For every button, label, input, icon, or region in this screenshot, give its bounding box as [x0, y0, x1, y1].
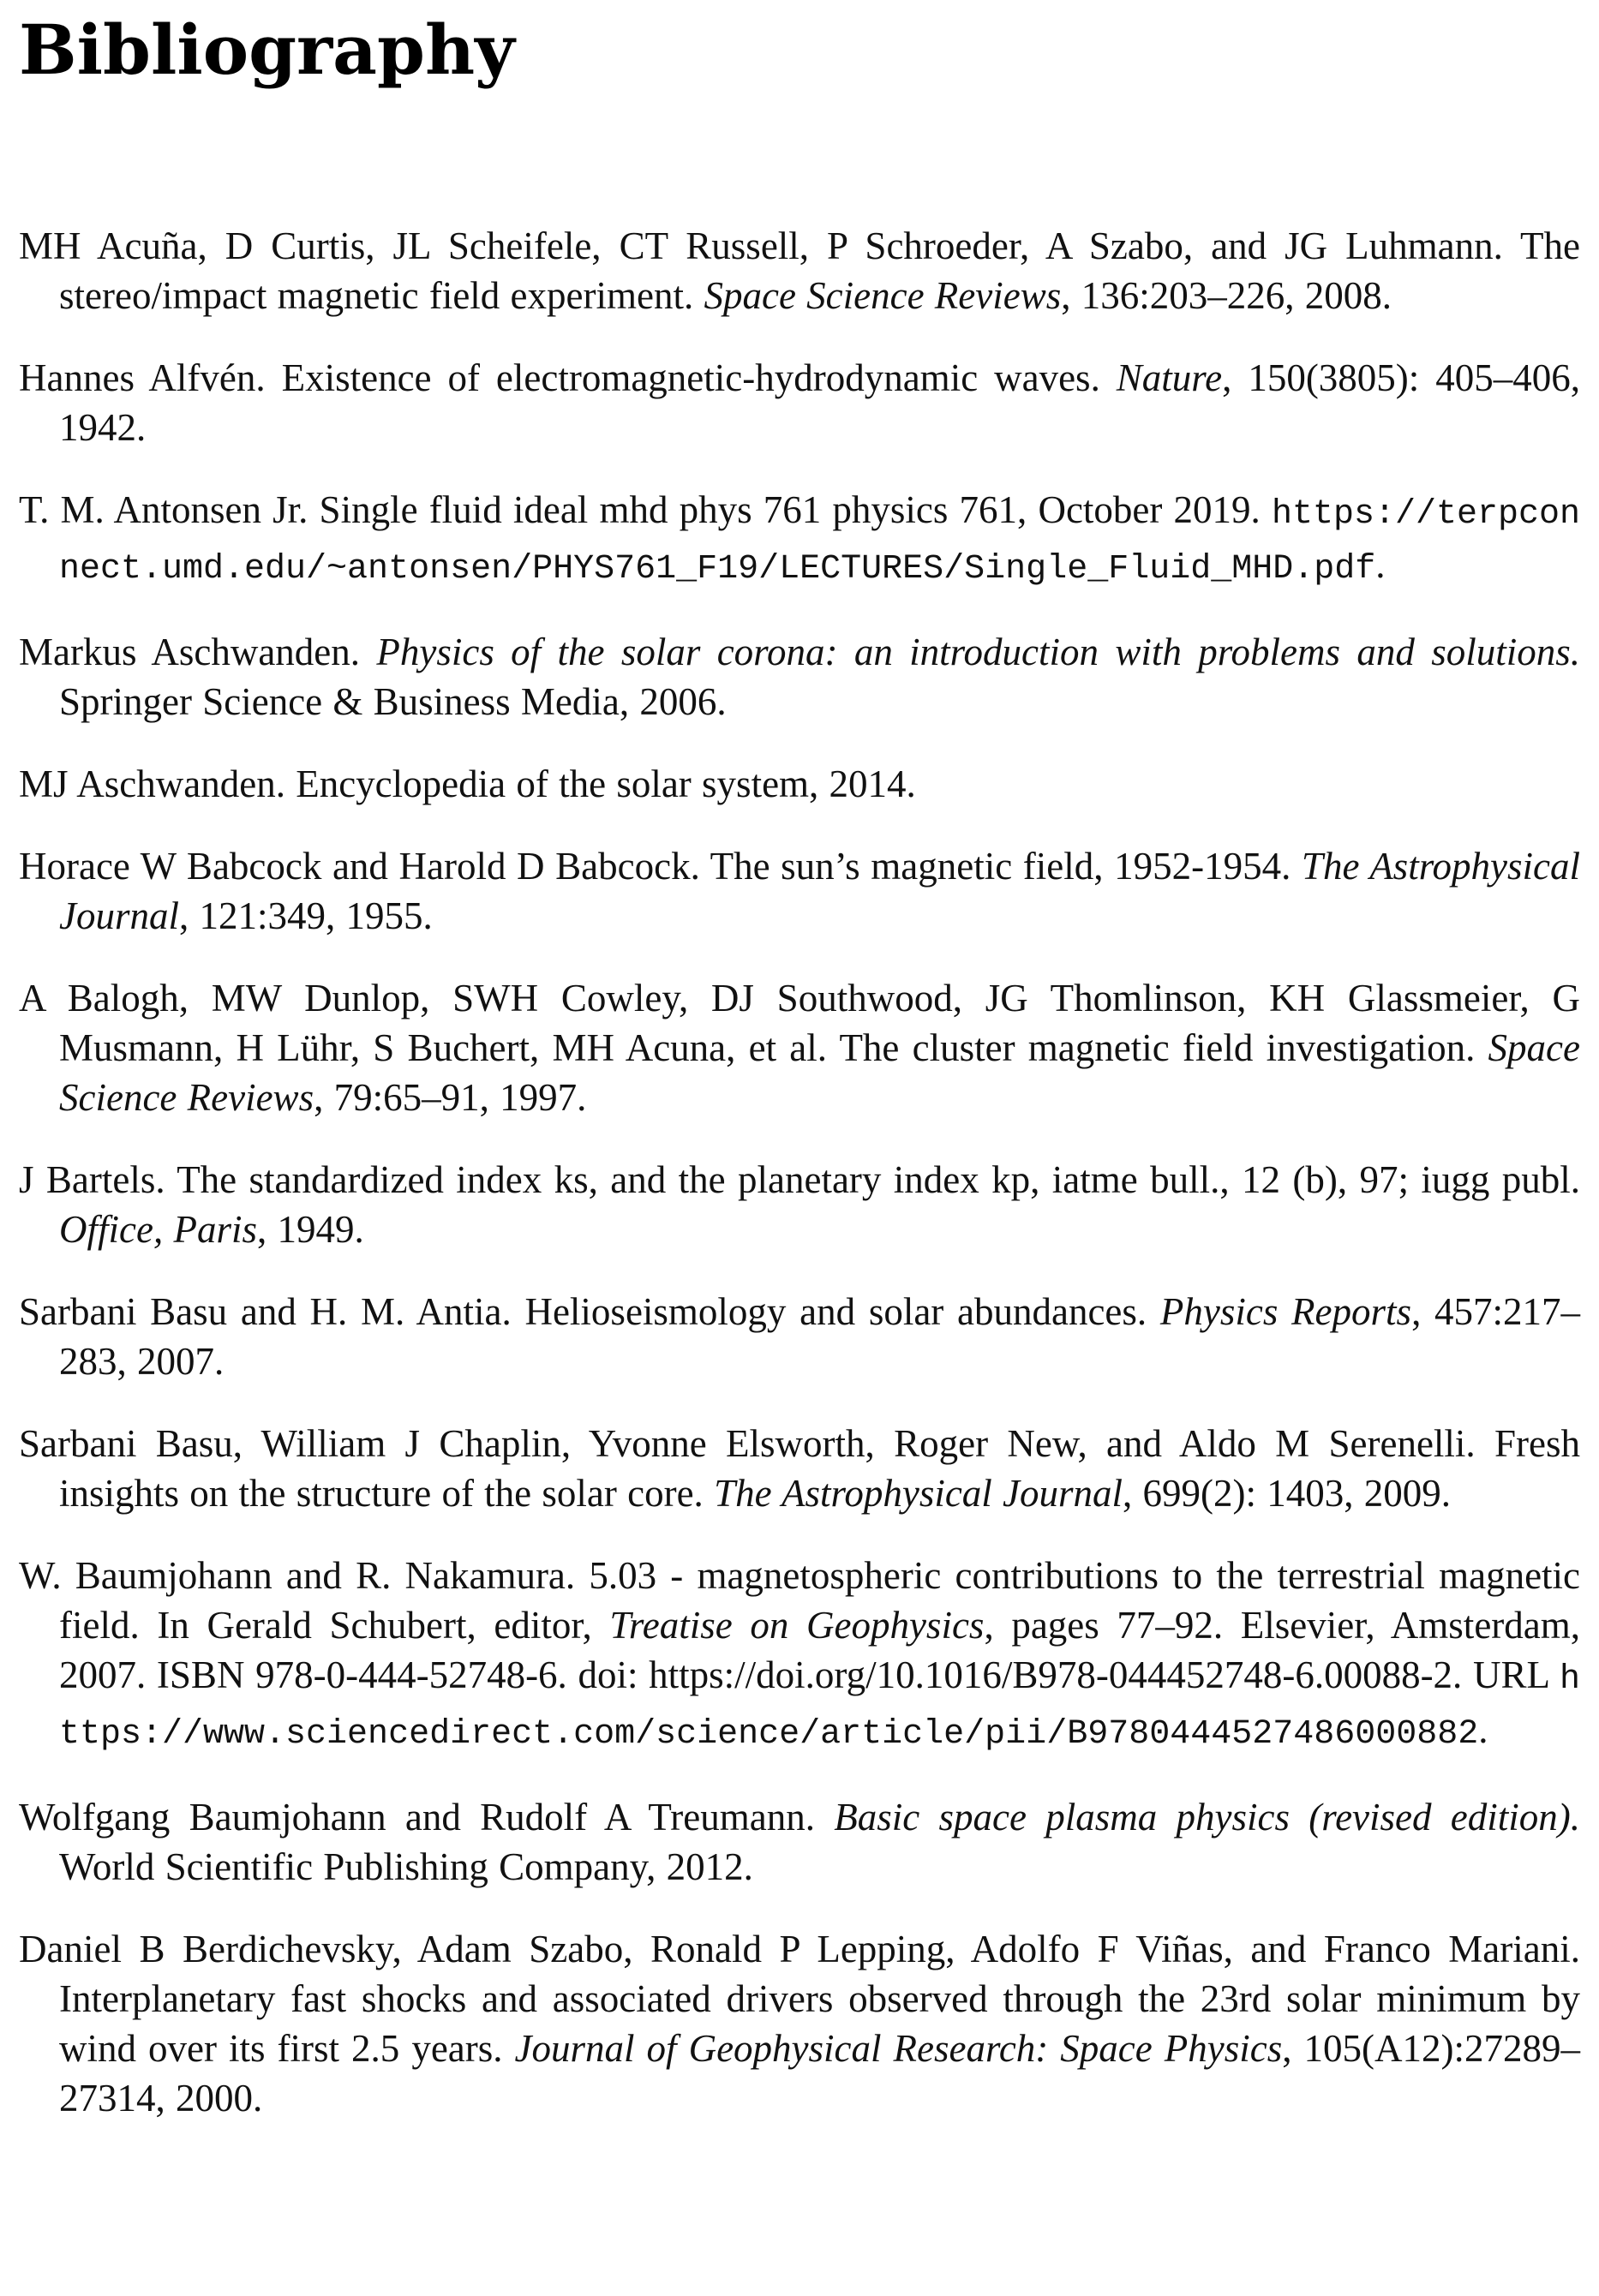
entry-details: , 150(3805): 405–406, 1942.: [59, 356, 1581, 449]
entry-url-link[interactable]: https://www.sciencedirect.com/science/article/pii/B9780444527486000882: [59, 1660, 1580, 1754]
entry-title: 5.03 - magnetospheric contributions to the terrestrial magnetic field.: [59, 1554, 1581, 1647]
bib-entry-bartels: [19, 1155, 1580, 1254]
entry-authors: Markus Aschwanden.: [19, 631, 361, 673]
entry-title: Fresh insights on the structure of the solar core.: [59, 1422, 1580, 1515]
bib-entry-antonsen: [19, 485, 1580, 595]
entry-authors: J Bartels.: [19, 1158, 165, 1201]
entry-details: Springer Science & Business Media, 2006.: [59, 680, 727, 723]
entry-details: , pages 77–92. Elsevier, Amsterdam, 2007. ISBN 978-0-444-52748-6. doi: https://doi.org/10.1016/B978-044452748-6.00088-2. URL: [59, 1604, 1580, 1696]
bib-entry-berdichevsky: [19, 1924, 1580, 2123]
entry-title: The stereo/impact magnetic field experiment.: [59, 224, 1580, 317]
entry-venue: Treatise on Geophysics: [609, 1604, 985, 1647]
entry-title: The standardized index ks, and the planetary index kp, iatme bull., 12 (b), 97; iugg publ.: [177, 1158, 1580, 1201]
entry-venue: Space Science Reviews: [59, 1026, 1580, 1119]
bib-entry-alfven: [19, 353, 1580, 452]
entry-title: The cluster magnetic field investigation.: [839, 1026, 1476, 1069]
bib-entry-baumjohann-nakamura: [19, 1551, 1580, 1760]
entry-details: , 79:65–91, 1997.: [314, 1076, 587, 1119]
bib-entry-babcock: [19, 841, 1580, 941]
entry-details: , 1949.: [256, 1208, 364, 1251]
bib-entry-aschwanden-markus: [19, 627, 1580, 726]
entry-authors: Hannes Alfvén.: [19, 356, 266, 399]
entry-venue: Office, Paris: [59, 1208, 257, 1251]
entry-title: Single fluid ideal mhd phys 761 physics 761, October 2019.: [319, 488, 1261, 531]
entry-details: World Scientific Publishing Company, 2012.: [59, 1845, 753, 1888]
page-title: Bibliography: [19, 9, 515, 90]
bib-entry-acuna: [19, 221, 1580, 320]
entry-title: The sun’s magnetic field, 1952-1954.: [710, 845, 1291, 888]
entry-title: Physics of the solar corona: an introduction with problems and solutions.: [376, 631, 1580, 673]
entry-venue: The Astrophysical Journal: [59, 845, 1581, 937]
entry-authors: Daniel B Berdichevsky, Adam Szabo, Ronald P Lepping, Adolfo F Viñas, and Franco Mariani.: [19, 1928, 1580, 1970]
entry-end: .: [1478, 1708, 1488, 1751]
entry-details: , 121:349, 1955.: [179, 894, 433, 937]
entry-title: Helioseismology and solar abundances.: [524, 1290, 1147, 1333]
entry-venue: Physics Reports: [1159, 1290, 1412, 1333]
entry-editor: In Gerald Schubert, editor,: [157, 1604, 592, 1647]
entry-url-link[interactable]: https://terpconnect.umd.edu/~antonsen/PHYS761_F19/LECTURES/Single_Fluid_MHD.pdf: [59, 495, 1581, 589]
entry-title: Interplanetary fast shocks and associated drivers observed through the 23rd solar minimum by wind over its first 2.5 years.: [59, 1977, 1580, 2070]
entry-title: Existence of electromagnetic-hydrodynamic waves.: [281, 356, 1100, 399]
entry-authors: Wolfgang Baumjohann and Rudolf A Treumann.: [19, 1796, 815, 1839]
entry-authors: T. M. Antonsen Jr.: [19, 488, 308, 531]
entry-details: , 105(A12):27289–27314, 2000.: [59, 2027, 1580, 2120]
entry-title: Basic space plasma physics (revised edition).: [834, 1796, 1580, 1839]
entry-authors: Sarbani Basu, William J Chaplin, Yvonne Elsworth, Roger New, and Aldo M Serenelli.: [19, 1422, 1476, 1465]
entry-title: Encyclopedia of the solar system, 2014.: [296, 762, 916, 805]
entry-venue: Nature: [1116, 356, 1223, 399]
entry-authors: Horace W Babcock and Harold D Babcock.: [19, 845, 700, 888]
entry-authors: MH Acuña, D Curtis, JL Scheifele, CT Russell, P Schroeder, A Szabo, and JG Luhmann.: [19, 224, 1503, 267]
entry-end: .: [1375, 543, 1386, 586]
entry-venue: Space Science Reviews: [704, 274, 1062, 317]
entry-details: , 699(2): 1403, 2009.: [1123, 1472, 1452, 1515]
entry-details: , 136:203–226, 2008.: [1061, 274, 1392, 317]
bib-entry-baumjohann-treumann: [19, 1792, 1580, 1892]
entry-venue: Journal of Geophysical Research: Space Physics: [514, 2027, 1283, 2070]
entry-authors: Sarbani Basu and H. M. Antia.: [19, 1290, 512, 1333]
entry-authors: A Balogh, MW Dunlop, SWH Cowley, DJ Southwood, JG Thomlinson, KH Glassmeier, G Musmann, H Lühr, S Buchert, MH Acuna, et al.: [19, 977, 1580, 1069]
bib-entry-balogh: [19, 973, 1580, 1122]
bib-entry-basu-chaplin: [19, 1419, 1580, 1518]
entry-venue: The Astrophysical Journal: [714, 1472, 1123, 1515]
entry-authors: MJ Aschwanden.: [19, 762, 285, 805]
bib-entry-basu-antia: [19, 1287, 1580, 1386]
entry-authors: W. Baumjohann and R. Nakamura.: [19, 1554, 576, 1597]
bibliography-list: [19, 221, 1580, 2155]
bib-entry-aschwanden-mj: [19, 759, 1580, 809]
entry-details: , 457:217–283, 2007.: [59, 1290, 1581, 1383]
